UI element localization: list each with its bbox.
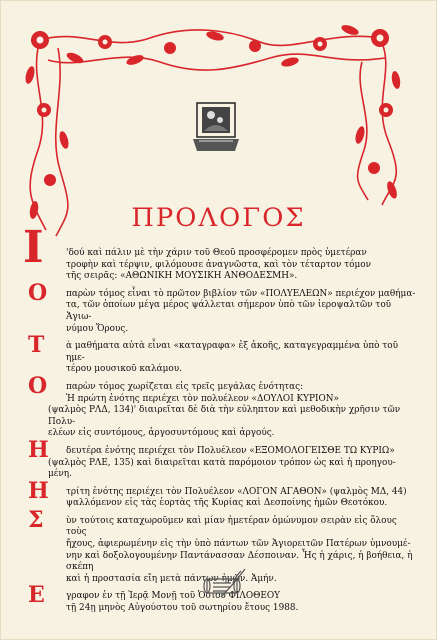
- page-title: ΠΡΟΛΟΓΟΣ: [131, 203, 306, 232]
- paragraph-6: [28, 477, 418, 510]
- text-line: τροφὴν καὶ τέρψιν, φιλόμουσε ἀναγνῶστα, καὶ τὸν τέταρτον τόμον: [66, 259, 371, 270]
- paragraph-5: [28, 436, 418, 481]
- drop-cap-initial: Σ: [28, 506, 44, 533]
- text-line: ὰ μαθήματα αὐτὰ εἶναι «καταγραφα» ἐξ ἀκοῆς, καταγεγραμμένα ὑπὸ τοῦ ημε-: [66, 341, 398, 363]
- icon-illustration: [191, 101, 241, 153]
- text-line: παρὼν τόμος εἶναι τὸ πρῶτον βιβλίον τῶν «ΠΟΛΥΕΛΕΩΝ» περιέχον μαθήμα-: [66, 288, 416, 299]
- drop-cap-initial: Τ: [28, 332, 45, 359]
- text-line: ὺν τούτοις καταχωροῦμεν καὶ μίαν ἡμετέραν ὁμώνυμον σειρὰν εἰς ὅλους τοὺς: [66, 515, 397, 538]
- paragraph-4: [28, 372, 418, 440]
- paragraph-2: [28, 279, 418, 335]
- text-line: ελέων εἰς συντόμους, ἀργοσυντόμους καὶ ἀργούς.: [48, 428, 275, 439]
- text-line: ἤχους, ἀφιερωμένην εἰς τὴν ὑπὸ πάντων τῶν Ἁγιορειτῶν Πατέρων ὑμνουμέ-: [66, 539, 411, 550]
- drop-cap-initial: Ο: [28, 372, 48, 399]
- paragraph-1: [23, 222, 418, 283]
- text-line: τέρου μουσικοῦ καλάμου.: [66, 364, 182, 375]
- text-line: καὶ ἡ προστασία εἴη μετὰ πάντων ἡμῶν. Ἀμήν.: [66, 573, 277, 584]
- paragraph-3: [28, 332, 418, 376]
- text-line: (ψαλμὸς ΡΛΔ, 134)' διαιρεῖται δὲ διὰ τὴν εὐληπτον καὶ μεθοδικὴν χρῆσιν τῶν Πολυ-: [48, 405, 401, 427]
- text-line: τρίτη ἑνότης περιέχει τὸν Πολυέλεον «ΛΟΓΟΝ ΑΓΑΘΟΝ» (ψαλμὸς ΜΔ, 44): [66, 486, 407, 497]
- text-line: μένη.: [48, 469, 72, 480]
- drop-cap-initial: Ο: [28, 279, 48, 306]
- text-line: νην καὶ δοξολογουμένην Παντάνασσαν Δέσποιναν. Ἧς ἡ χάρις, ἡ βοήθεια, ἡ σκέπη: [66, 550, 413, 573]
- drop-cap-initial: Ι: [23, 222, 44, 273]
- text-line: 'δού καὶ πάλιν μὲ τὴν χάριν τοῦ Θεοῦ προσφέρομεν πρὸς ὑμετέραν: [66, 248, 367, 258]
- drop-cap-initial: Η: [28, 436, 49, 463]
- scroll-quill-ornament: [201, 567, 247, 601]
- text-line: Ἡ πρώτη ἑνότης περιέχει τὸν πολυέλεον «ΔΟΥΛΟΙ ΚΥΡΙΟΝ»: [66, 393, 339, 404]
- text-line: ψαλλόμενον εἰς τὰς ἑορτὰς τῆς Κυρίας καὶ Δεσποίνης ἡμῶν Θεοτόκου.: [66, 498, 388, 509]
- text-line: τῇ 24ῃ μηνὸς Αὐγούστου τοῦ σωτηρίου ἔτους 1988.: [66, 603, 299, 614]
- text-line: νύμου Ὄρους.: [66, 323, 129, 334]
- text-line: (ψαλμὸς ΡΛΕ, 135) καὶ διαιρεῖται κατὰ παρόμοιον τρόπον ὡς καὶ ἡ προηγου-: [48, 457, 396, 468]
- text-line: γραφον ἐν τῇ Ἱερᾷ Μονῇ τοῦ Ὁσίου ΦΙΛΟΘΕΟΥ: [66, 591, 281, 602]
- text-line: παρὼν τόμος χωρίζεται εἰς τρεῖς μεγάλας ἑνότητας:: [66, 381, 304, 392]
- drop-cap-initial: Ε: [28, 582, 45, 609]
- text-line: δευτέρα ἑνότης περιέχει τὸν Πολυέλεον «ΕΞΟΜΟΛΟΓΕΙΣΘΕ ΤΩ ΚΥΡΙΩ»: [66, 445, 395, 456]
- prologue-body: [23, 222, 418, 621]
- text-line: τα, τῶν ὁποίων μέγα μέρος ψάλλεται σήμερον ὑπὸ τῶν ἱεροψαλτῶν τοῦ Ἁγιω-: [66, 300, 392, 322]
- drop-cap-initial: Η: [28, 477, 49, 504]
- text-line: τῆς σειρᾶς: «ΑΘΩΝΙΚΗ ΜΟΥΣΙΚΗ ΑΝΘΟΔΕΣΜΗ».: [66, 271, 298, 282]
